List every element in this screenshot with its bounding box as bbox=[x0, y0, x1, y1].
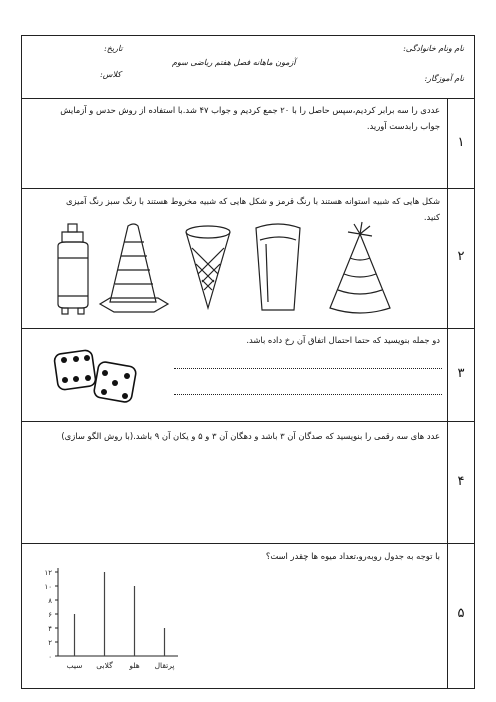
shapes-illustration bbox=[50, 218, 410, 324]
question-text: دو جمله بنویسید که حتما احتمال اتفاق آن رخ داده باشد. bbox=[246, 335, 440, 345]
x-tick-label: پرتقال bbox=[154, 661, 175, 670]
y-tick-label: ۰ bbox=[48, 653, 52, 661]
class-label: کلاس: bbox=[100, 70, 122, 79]
traffic-cone-icon bbox=[100, 224, 168, 312]
teacher-name-label: نام آموزگار: bbox=[424, 74, 464, 83]
x-tick-label: گلابی bbox=[96, 661, 113, 670]
y-tick-label: ۱۲ bbox=[44, 569, 52, 577]
row-divider bbox=[22, 543, 474, 544]
x-tick-label: هلو bbox=[129, 661, 140, 670]
exam-title: آزمون ماهانه فصل هفتم ریاضی سوم bbox=[172, 58, 296, 67]
row-divider bbox=[22, 328, 474, 329]
question-number: ۴ bbox=[457, 474, 465, 489]
question-number: ۳ bbox=[457, 366, 465, 381]
date-label: تاریخ: bbox=[104, 44, 123, 53]
question-number: ۲ bbox=[457, 249, 465, 264]
ice-cream-cone-icon bbox=[186, 226, 230, 308]
y-tick-label: ۸ bbox=[48, 597, 52, 605]
y-tick-label: ۴ bbox=[48, 625, 52, 633]
question-text: عددی را سه برابر کردیم،سپس حاصل را با ۲۰ جمع کردیم و جواب ۴۷ شد.با استفاده از روش حدس و آزمایش جواب رابدست آورید. bbox=[60, 105, 440, 131]
y-tick-label: ۱۰ bbox=[44, 583, 52, 591]
question-number: ۱ bbox=[457, 135, 465, 150]
worksheet bbox=[21, 35, 475, 689]
x-tick-label: سیب bbox=[66, 661, 83, 670]
party-hat-icon bbox=[330, 222, 390, 313]
student-name-label: نام ونام خانوادگی: bbox=[403, 44, 464, 53]
glass-cup-icon bbox=[256, 224, 300, 310]
question-text: با توجه به جدول روبه‌رو،تعداد میوه ها چقدر است؟ bbox=[265, 551, 440, 561]
y-tick-label: ۲ bbox=[48, 639, 52, 647]
row-divider bbox=[22, 188, 474, 189]
row-divider bbox=[22, 98, 474, 99]
answer-line bbox=[174, 394, 442, 395]
gas-cylinder-icon bbox=[58, 224, 88, 314]
fruit-bar-chart bbox=[30, 558, 190, 680]
question-text: عدد های سه رقمی را بنویسید که صدگان آن ۳ باشد و دهگان آن ۳ و ۵ و یکان آن ۹ باشد.(با روش الگو سازی) bbox=[61, 431, 440, 441]
y-tick-label: ۶ bbox=[48, 611, 52, 619]
dice-icon bbox=[52, 346, 162, 408]
question-text: شکل هایی که شبیه استوانه هستند با رنگ قرمز و شکل هایی که شبیه مخروط هستند با رنگ سبز رنگ آمیزی کنید. bbox=[65, 196, 440, 222]
row-divider bbox=[22, 421, 474, 422]
question-number: ۵ bbox=[457, 606, 465, 621]
answer-line bbox=[174, 368, 442, 369]
number-column-divider bbox=[447, 98, 448, 688]
